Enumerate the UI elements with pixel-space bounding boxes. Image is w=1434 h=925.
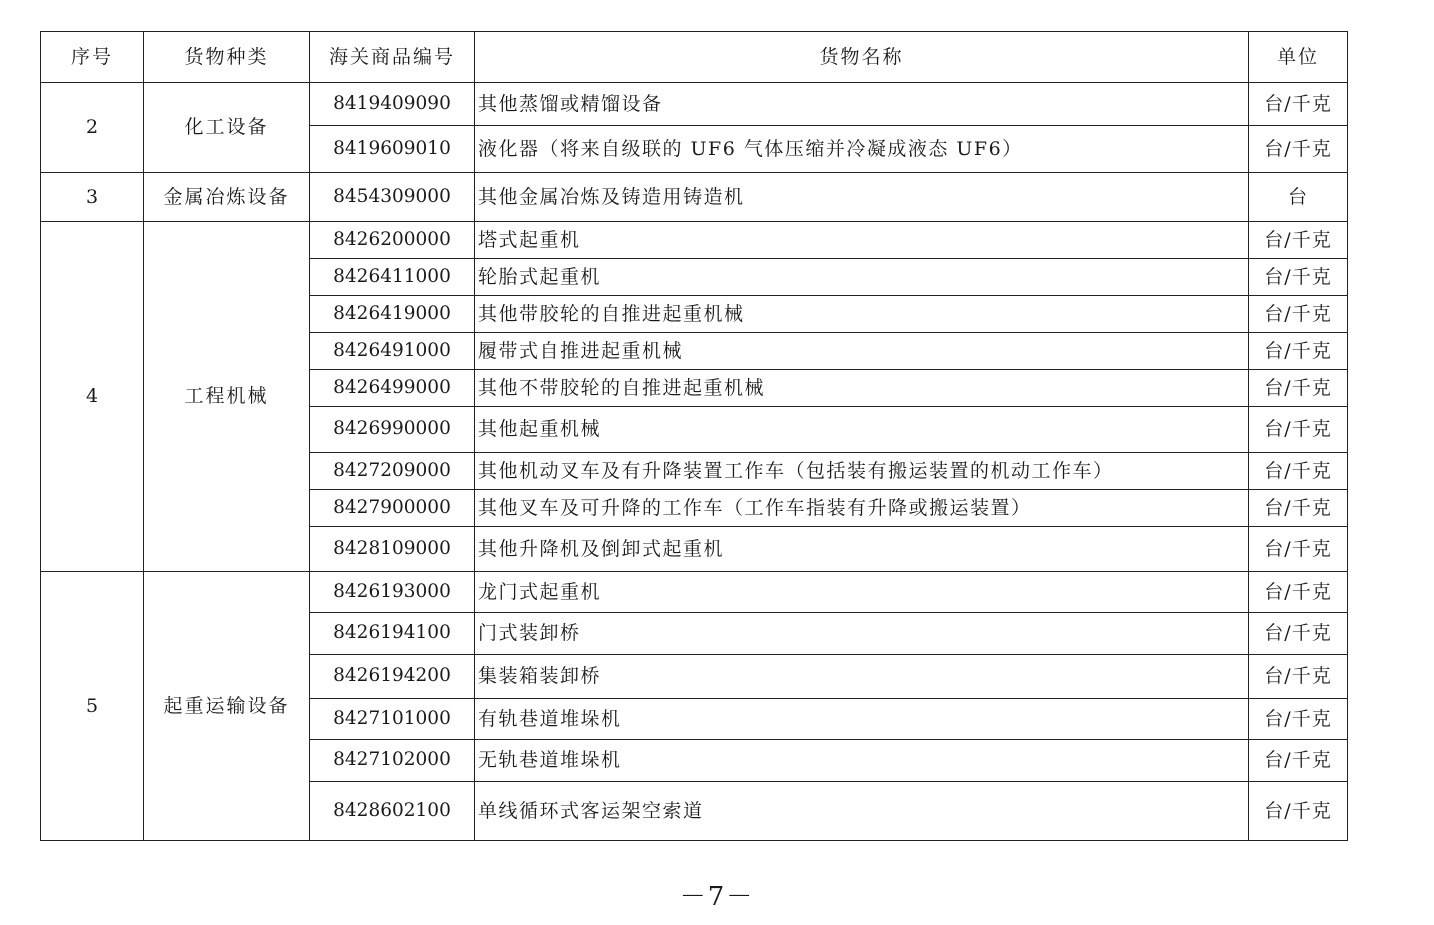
- unit: 台/千克: [1249, 259, 1348, 296]
- goods-name: 单线循环式客运架空索道: [475, 782, 1249, 841]
- group-serial: 3: [41, 173, 144, 222]
- unit: 台/千克: [1249, 407, 1348, 453]
- header-category: 货物种类: [144, 32, 310, 83]
- goods-name: 门式装卸桥: [475, 613, 1249, 655]
- goods-name: 其他升降机及倒卸式起重机: [475, 527, 1249, 572]
- goods-name: 集装箱装卸桥: [475, 655, 1249, 699]
- customs-code: 8428602100: [310, 782, 475, 841]
- goods-name: 其他机动叉车及有升降装置工作车（包括装有搬运装置的机动工作车）: [475, 453, 1249, 490]
- header-unit: 单位: [1249, 32, 1348, 83]
- group-serial: 2: [41, 83, 144, 173]
- goods-name: 其他叉车及可升降的工作车（工作车指装有升降或搬运装置）: [475, 490, 1249, 527]
- unit: 台/千克: [1249, 490, 1348, 527]
- goods-name: 其他起重机械: [475, 407, 1249, 453]
- customs-code: 8426491000: [310, 333, 475, 370]
- unit: 台/千克: [1249, 655, 1348, 699]
- unit: 台/千克: [1249, 222, 1348, 259]
- header-goods-name: 货物名称: [475, 32, 1249, 83]
- customs-code: 8454309000: [310, 173, 475, 222]
- unit: 台/千克: [1249, 333, 1348, 370]
- header-serial: 序号: [41, 32, 144, 83]
- customs-code: 8427900000: [310, 490, 475, 527]
- customs-code: 8427102000: [310, 740, 475, 782]
- unit: 台/千克: [1249, 699, 1348, 740]
- page-number: －7－: [679, 882, 755, 912]
- unit: 台/千克: [1249, 83, 1348, 126]
- table-row: [41, 173, 1348, 222]
- header-customs-code: 海关商品编号: [310, 32, 475, 83]
- table-row: [41, 83, 1348, 126]
- unit: 台/千克: [1249, 740, 1348, 782]
- unit: 台/千克: [1249, 453, 1348, 490]
- customs-code: 8428109000: [310, 527, 475, 572]
- customs-code: 8426200000: [310, 222, 475, 259]
- goods-name: 履带式自推进起重机械: [475, 333, 1249, 370]
- group-serial: 5: [41, 572, 144, 841]
- customs-code: 8426194100: [310, 613, 475, 655]
- goods-name: 龙门式起重机: [475, 572, 1249, 613]
- unit: 台/千克: [1249, 370, 1348, 407]
- customs-code: 8426194200: [310, 655, 475, 699]
- unit: 台/千克: [1249, 572, 1348, 613]
- unit: 台/千克: [1249, 613, 1348, 655]
- unit: 台/千克: [1249, 527, 1348, 572]
- goods-name: 塔式起重机: [475, 222, 1249, 259]
- table-header-row: [41, 32, 1348, 83]
- table-row: [41, 222, 1348, 259]
- customs-code: 8426411000: [310, 259, 475, 296]
- table-row: [41, 572, 1348, 613]
- goods-name: 轮胎式起重机: [475, 259, 1249, 296]
- unit: 台/千克: [1249, 126, 1348, 173]
- customs-code: 8427209000: [310, 453, 475, 490]
- customs-code: 8419409090: [310, 83, 475, 126]
- customs-code: 8426193000: [310, 572, 475, 613]
- goods-name: 其他不带胶轮的自推进起重机械: [475, 370, 1249, 407]
- goods-name: 无轨巷道堆垛机: [475, 740, 1249, 782]
- customs-code: 8426499000: [310, 370, 475, 407]
- customs-code: 8419609010: [310, 126, 475, 173]
- customs-code: 8426990000: [310, 407, 475, 453]
- unit: 台/千克: [1249, 296, 1348, 333]
- group-category: 起重运输设备: [144, 572, 310, 841]
- goods-table: [40, 31, 1348, 841]
- goods-name: 其他带胶轮的自推进起重机械: [475, 296, 1249, 333]
- goods-name: 液化器（将来自级联的 UF6 气体压缩并冷凝成液态 UF6）: [475, 126, 1249, 173]
- group-serial: 4: [41, 222, 144, 572]
- group-category: 金属冶炼设备: [144, 173, 310, 222]
- customs-code: 8426419000: [310, 296, 475, 333]
- customs-code: 8427101000: [310, 699, 475, 740]
- goods-name: 有轨巷道堆垛机: [475, 699, 1249, 740]
- group-category: 化工设备: [144, 83, 310, 173]
- unit: 台: [1249, 173, 1348, 222]
- goods-name: 其他蒸馏或精馏设备: [475, 83, 1249, 126]
- unit: 台/千克: [1249, 782, 1348, 841]
- goods-name: 其他金属冶炼及铸造用铸造机: [475, 173, 1249, 222]
- group-category: 工程机械: [144, 222, 310, 572]
